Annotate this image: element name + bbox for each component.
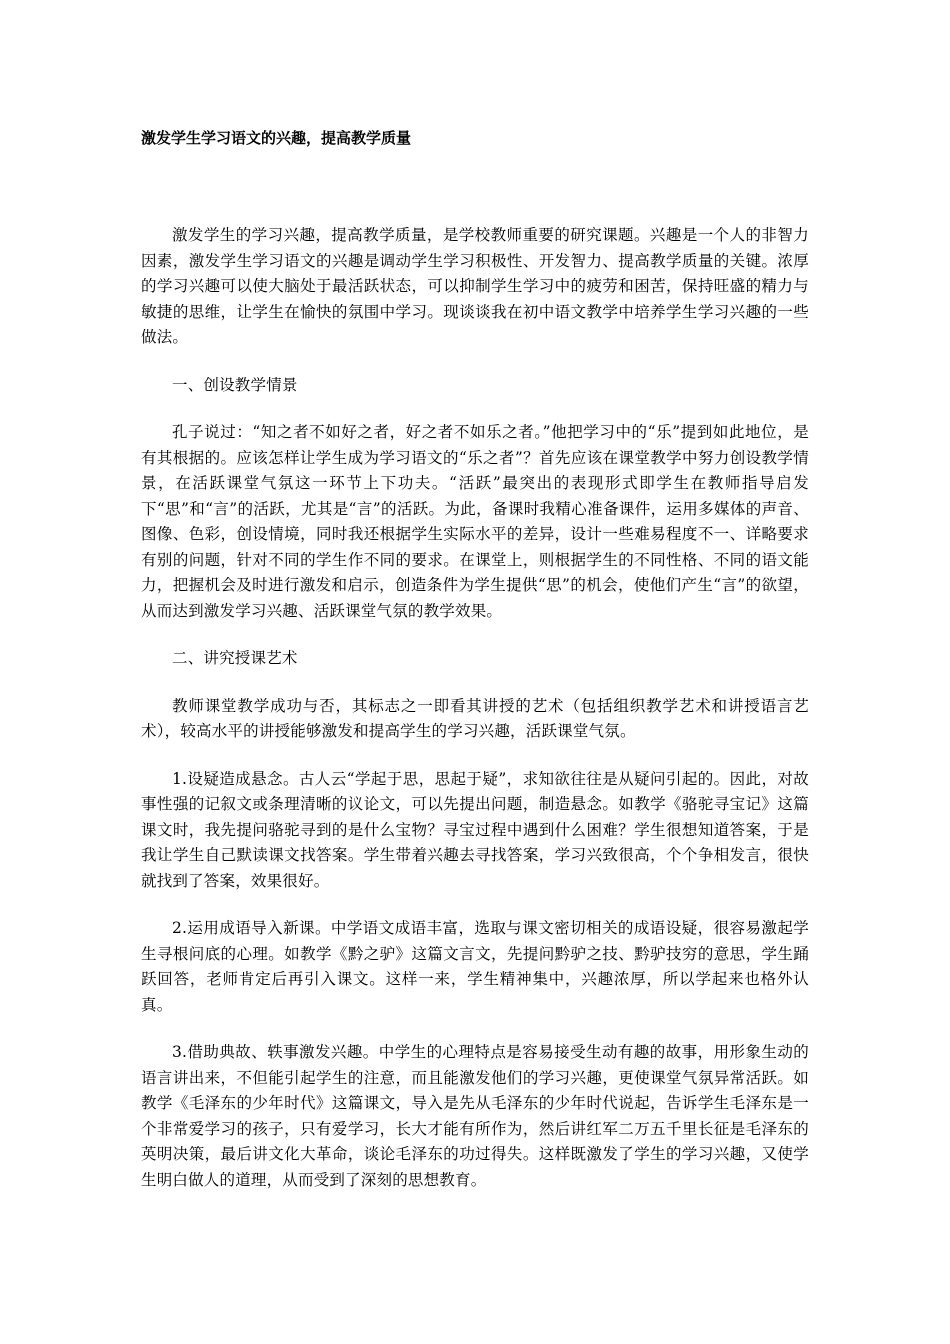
section-heading-1: 一、创设教学情景	[172, 375, 298, 394]
section-heading-2: 二、讲究授课艺术	[172, 649, 298, 667]
document-body	[141, 223, 809, 1215]
method-3-paragraph: 3.借助典故、轶事激发兴趣。中学生的心理特点是容易接受生动有趣的故事，用形象生动的语言讲出来，不但能引起学生的注意，而且能激发他们的学习兴趣，更使课堂气氛异常活跃。如教学《毛泽东的少年时代》这篇课文，导入是先从毛泽东的少年时代说起，告诉学生毛泽东是一个非常爱学习的孩子，只有爱学习，长大才能有所作为，然后讲红军二万五千里长征是毛泽东的英明决策，最后讲文化大革命，谈论毛泽东的功过得失。这样既激发了学生的学习兴趣，又使学生明白做人的道理，从而受到了深刻的思想教育。	[141, 1043, 809, 1189]
method-1-paragraph: 1.设疑造成悬念。古人云“学起于思，思起于疑”，求知欲往往是从疑问引起的。因此，对故事性强的记叙文或条理清晰的议论文，可以先提出问题，制造悬念。如教学《骆驼寻宝记》这篇课文时，我先提问骆驼寻到的是什么宝物？寻宝过程中遇到什么困难？学生很想知道答案，于是我让学生自己默读课文找答案。学生带着兴趣去寻找答案，学习兴致很高，个个争相发言，很快就找到了答案，效果很好。	[141, 769, 809, 890]
section-1-paragraph: 孔子说过：“知之者不如好之者，好之者不如乐之者。”他把学习中的“乐”提到如此地位，是有其根据的。应该怎样让学生成为学习语文的“乐之者”？首先应该在课堂教学中努力创设教学情景，在活跃课堂气氛这一环节上下功夫。“活跃”最突出的表现形式即学生在教师指导启发下“思”和“言”的活跃，尤其是“言”的活跃。为此，备课时我精心准备课件，运用多媒体的声音、图像、色彩，创设情境，同时我还根据学生实际水平的差异，设计一些难易程度不一、详略要求有别的问题，针对不同的学生作不同的要求。在课堂上，则根据学生的不同性格、不同的语文能力，把握机会及时进行激发和启示，创造条件为学生提供“思”的机会，使他们产生“言”的欲望，从而达到激发学习兴趣、活跃课堂气氛的教学效果。	[141, 423, 809, 620]
method-2-paragraph: 2.运用成语导入新课。中学语文成语丰富，选取与课文密切相关的成语设疑，很容易激起学生寻根问底的心理。如教学《黔之驴》这篇文言文，先提问黔驴之技、黔驴技穷的意思，学生踊跃回答，老师肯定后再引入课文。这样一来，学生精神集中，兴趣浓厚，所以学起来也格外认真。	[141, 919, 809, 1014]
document-title: 激发学生学习语文的兴趣，提高教学质量	[141, 129, 412, 147]
intro-paragraph: 激发学生的学习兴趣，提高教学质量，是学校教师重要的研究课题。兴趣是一个人的非智力因素，激发学生学习语文的兴趣是调动学生学习积极性、开发智力、提高教学质量的关键。浓厚的学习兴趣可以使大脑处于最活跃状态，可以抑制学生学习中的疲劳和困苦，保持旺盛的精力与敏捷的思维，让学生在愉快的氛围中学习。现谈谈我在初中语文教学中培养学生学习兴趣的一些做法。	[141, 226, 809, 346]
section-2-intro-paragraph: 教师课堂教学成功与否，其标志之一即看其讲授的艺术（包括组织教学艺术和讲授语言艺术），较高水平的讲授能够激发和提高学生的学习兴趣，活跃课堂气氛。	[141, 696, 809, 740]
